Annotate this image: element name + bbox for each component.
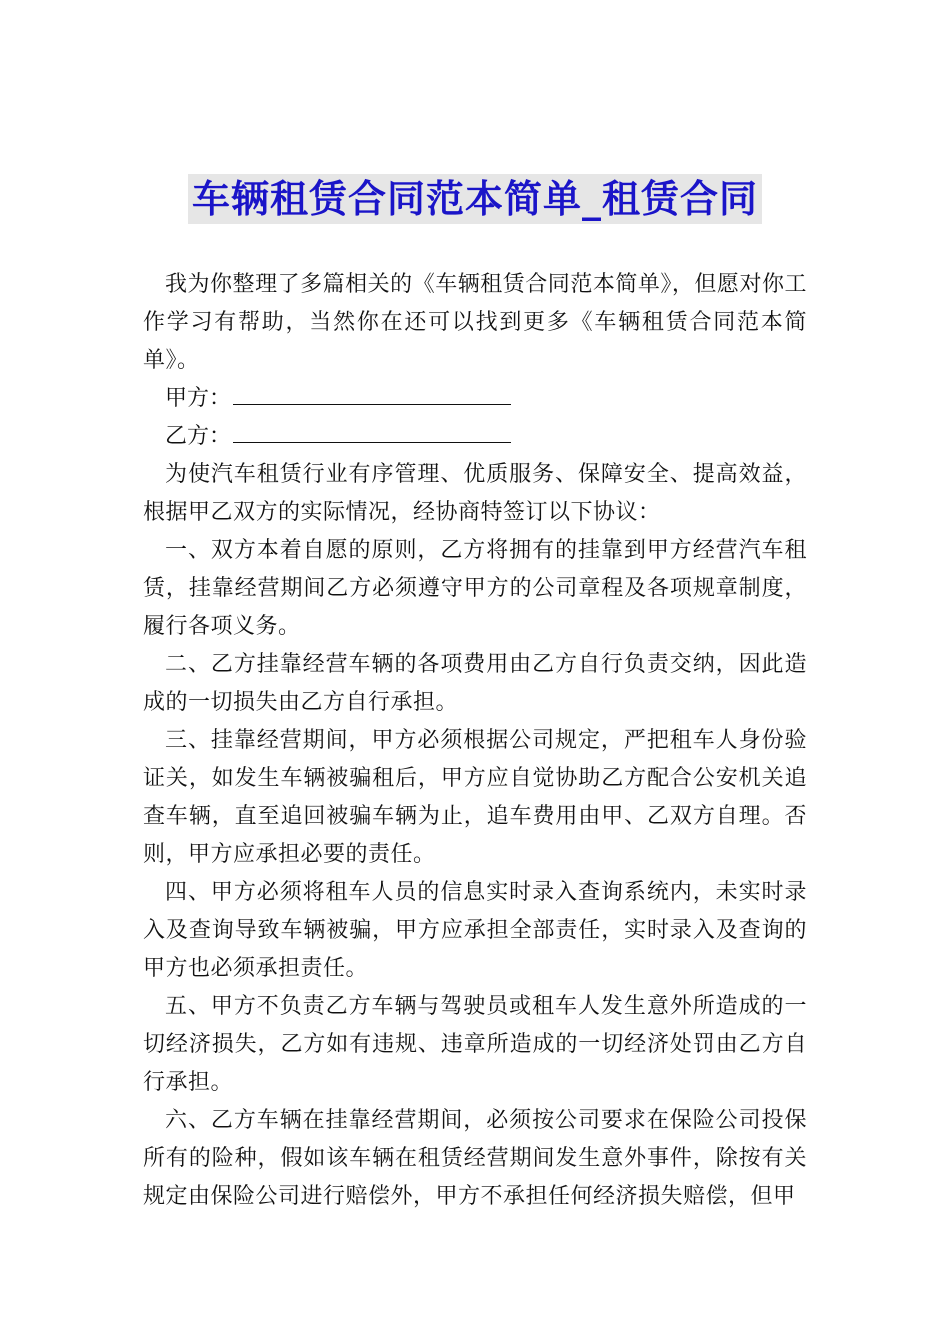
- document-body: [143, 266, 807, 1216]
- title-container: [0, 174, 950, 224]
- clause-paragraph: 四、甲方必须将租车人员的信息实时录入查询系统内，未实时录入及查询导致车辆被骗，甲方应承担全部责任，实时录入及查询的甲方也必须承担责任。: [143, 880, 807, 981]
- party-a-blank: [233, 382, 511, 405]
- party-b-label: 乙方：: [165, 424, 232, 449]
- document-title: 车辆租赁合同范本简单_租赁合同: [188, 174, 762, 224]
- clause-paragraph: 五、甲方不负责乙方车辆与驾驶员或租车人发生意外所造成的一切经济损失，乙方如有违规、违章所造成的一切经济处罚由乙方自行承担。: [143, 994, 807, 1095]
- party-a-label: 甲方：: [165, 386, 232, 411]
- clause-paragraph: 三、挂靠经营期间，甲方必须根据公司规定，严把租车人身份验证关，如发生车辆被骗租后，甲方应自觉协助乙方配合公安机关追查车辆，直至追回被骗车辆为止，追车费用由甲、乙双方自理。否则，甲方应承担必要的责任。: [143, 728, 807, 867]
- party-b-line: [143, 418, 807, 456]
- party-b-blank: [233, 420, 511, 443]
- clause-paragraph: 一、双方本着自愿的原则，乙方将拥有的挂靠到甲方经营汽车租赁，挂靠经营期间乙方必须遵守甲方的公司章程及各项规章制度，履行各项义务。: [143, 538, 807, 639]
- clause-paragraph: 六、乙方车辆在挂靠经营期间，必须按公司要求在保险公司投保所有的险种，假如该车辆在租赁经营期间发生意外事件，除按有关规定由保险公司进行赔偿外，甲方不承担任何经济损失赔偿，但甲: [143, 1108, 807, 1209]
- preamble-paragraph: 为使汽车租赁行业有序管理、优质服务、保障安全、提高效益，根据甲乙双方的实际情况，经协商特签订以下协议：: [143, 462, 807, 525]
- intro-paragraph: 我为你整理了多篇相关的《车辆租赁合同范本简单》，但愿对你工作学习有帮助，当然你在还可以找到更多《车辆租赁合同范本简单》。: [143, 272, 807, 373]
- party-a-line: [143, 380, 807, 418]
- clause-paragraph: 二、乙方挂靠经营车辆的各项费用由乙方自行负责交纳，因此造成的一切损失由乙方自行承担。: [143, 652, 807, 715]
